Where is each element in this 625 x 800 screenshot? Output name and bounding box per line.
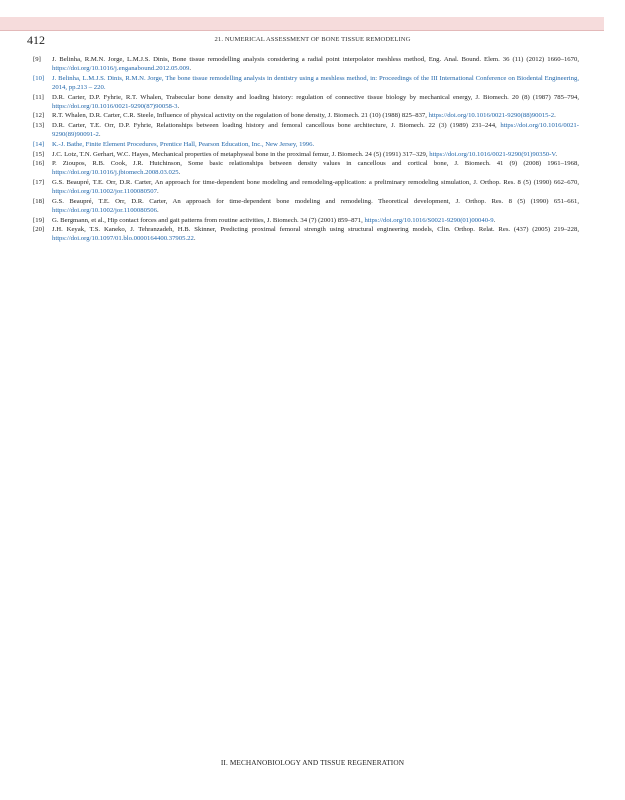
- reference-text: J. Belinha, R.M.N. Jorge, L.M.J.S. Dinis, Bone tissue remodelling analysis considering a radial point interpolator meshless method, Eng. Anal. Bound. Elem. 36 (11) (2012) 1660–1670,: [52, 56, 579, 63]
- reference-item: [17] G.S. Beaupré, T.E. Orr, D.R. Carter, An approach for time-dependent bone modeling and remodeling-application: a preliminary remodeling simulation, J. Orthop. Res. 8 (5) (1990) 662–670, https://doi.org/10.1002/jor.1100080507.: [33, 178, 579, 196]
- reference-number: [16]: [33, 160, 45, 168]
- reference-item: [18] G.S. Beaupré, T.E. Orr, D.R. Carter, An approach for time-dependent bone modeling and remodeling. Theoretical development, J. Orthop. Res. 8 (5) (1990) 651–661, https://doi.org/10.1002/jor.1100080506.: [33, 197, 579, 214]
- reference-item: [19] G. Bergmann, et al., Hip contact forces and gait patterns from routine activities, J. Biomech. 34 (7) (2001) 859–871, https://doi.org/10.1016/S0021-9290(01)00040-9.: [33, 216, 496, 224]
- reference-text: G.S. Beaupré, T.E. Orr, D.R. Carter, An approach for time-dependent bone modeling and remodeling-application: a preliminary remodeling simulation, J. Orthop. Res. 8 (5) (1990) 662–670,: [52, 178, 579, 186]
- reference-text: R.T. Whalen, D.R. Carter, C.R. Steele, Influence of physical activity on the regulation of bone density, J. Biomech. 21 (10) (1988) 825–837,: [52, 112, 429, 120]
- reference-text: G. Bergmann, et al., Hip contact forces and gait patterns from routine activities, J. Biomech. 34 (7) (2001) 859–871,: [52, 216, 365, 224]
- reference-item: [20] J.H. Keyak, T.S. Kaneko, J. Tehranzadeh, H.B. Skinner, Predicting proximal femoral strength using structural engineering models, Clin. Orthop. Relat. Res. (437) (2005) 219–228, https://doi.org/10.1097/01.blo.0000164400.37905.22.: [33, 226, 579, 243]
- reference-item: [12] R.T. Whalen, D.R. Carter, C.R. Steele, Influence of physical activity on the regulation of bone density, J. Biomech. 21 (10) (1988) 825–837, https://doi.org/10.1016/0021-9290(88)90015-2.: [33, 112, 556, 120]
- doi-link[interactable]: https://doi.org/10.1016/S0021-9290(01)00040-9: [364, 216, 494, 224]
- reference-number: [15]: [33, 150, 45, 158]
- reference-item: [11] D.R. Carter, D.P. Fyhrie, R.T. Whalen, Trabecular bone density and loading history: regulation of connective tissue biology by mechanical energy, J. Biomech. 20 (8) (1987) 785–794, https://doi.org/10.1016/0021-9290(87)90058-3.: [33, 93, 579, 110]
- reference-number: [20]: [33, 226, 45, 234]
- reference-number: [19]: [33, 216, 45, 224]
- reference-item: [9] J. Belinha, R.M.N. Jorge, L.M.J.S. Dinis, Bone tissue remodelling analysis considering a radial point interpolator meshless method, Eng. Anal. Bound. Elem. 36 (11) (2012) 1660–1670, https://doi.org/10.1016/j.enganabound.2012.05.009.: [33, 56, 579, 73]
- reference-number: [10]: [33, 74, 45, 82]
- reference-text[interactable]: K.-J. Bathe, Finite Element Procedures, Prentice Hall, Pearson Education, Inc., New Jersey, 1996.: [52, 140, 315, 148]
- reference-number: [9]: [33, 56, 41, 63]
- reference-text: J.H. Keyak, T.S. Kaneko, J. Tehranzadeh, H.B. Skinner, Predicting proximal femoral strength using structural engineering models, Clin. Orthop. Relat. Res. (437) (2005) 219–228,: [52, 226, 579, 234]
- doi-link[interactable]: https://doi.org/10.1016/j.enganabound.2012.05.009: [52, 65, 190, 73]
- doi-link[interactable]: https://doi.org/10.1002/jor.1100080506: [52, 206, 157, 214]
- page-number: 412: [27, 33, 45, 47]
- reference-list: [33, 55, 579, 244]
- reference-text[interactable]: J. Belinha, L.M.J.S. Dinis, R.M.N. Jorge, The bone tissue remodelling analysis in dentistry using a meshless method, in: Proceedings of the III International Conference on Biodental Engineering, 2014, pp.213 – 220.: [52, 74, 579, 91]
- reference-number: [11]: [33, 93, 44, 101]
- doi-link[interactable]: https://doi.org/10.1016/0021-9290(89)90091-2: [52, 122, 579, 139]
- doi-link[interactable]: https://doi.org/10.1097/01.blo.0000164400.37905.22: [52, 235, 194, 243]
- reference-item[interactable]: [33, 140, 579, 149]
- reference-item[interactable]: [33, 74, 579, 92]
- doi-link[interactable]: https://doi.org/10.1016/0021-9290(91)90350-V: [429, 150, 556, 158]
- reference-text: D.R. Carter, T.E. Orr, D.P. Fyhrie, Relationships between loading history and femoral cancellous bone architecture, J. Biomech. 22 (3) (1989) 231–244,: [52, 122, 501, 130]
- reference-number: [18]: [33, 197, 45, 205]
- doi-link[interactable]: https://doi.org/10.1016/0021-9290(88)90015-2: [428, 112, 555, 120]
- reference-number: [13]: [33, 122, 45, 130]
- reference-number: [14]: [33, 140, 45, 148]
- reference-text: P. Zioupos, R.B. Cook, J.R. Hutchinson, Some basic relationships between density values in cancellous and cortical bone, J. Biomech. 41 (9) (2008) 1961–1968,: [52, 160, 579, 168]
- reference-number: [17]: [33, 178, 45, 186]
- part-footer: II. MECHANOBIOLOGY AND TISSUE REGENERATION: [220, 758, 405, 767]
- doi-link[interactable]: https://doi.org/10.1016/j.jbiomech.2008.03.025: [52, 169, 179, 177]
- reference-text: G.S. Beaupré, T.E. Orr, D.R. Carter, An approach for time-dependent bone modeling and remodeling. Theoretical development, J. Orthop. Res. 8 (5) (1990) 651–661,: [52, 197, 579, 205]
- doi-link[interactable]: https://doi.org/10.1016/0021-9290(87)90058-3: [52, 102, 178, 110]
- reference-item: [13] D.R. Carter, T.E. Orr, D.P. Fyhrie, Relationships between loading history and femoral cancellous bone architecture, J. Biomech. 22 (3) (1989) 231–244, https://doi.org/10.1016/0021-9290(89)90091-2.: [33, 122, 579, 139]
- header-band: [0, 17, 604, 31]
- reference-text: D.R. Carter, D.P. Fyhrie, R.T. Whalen, Trabecular bone density and loading history: regulation of connective tissue biology by mechanical energy, J. Biomech. 20 (8) (1987) 785–794,: [52, 93, 579, 101]
- reference-number: [12]: [33, 112, 45, 120]
- reference-text: J.C. Lotz, T.N. Gerhart, W.C. Hayes, Mechanical properties of metaphyseal bone in the proximal femur, J. Biomech. 24 (5) (1991) 317–329,: [52, 150, 430, 158]
- reference-item: [15] J.C. Lotz, T.N. Gerhart, W.C. Hayes, Mechanical properties of metaphyseal bone in the proximal femur, J. Biomech. 24 (5) (1991) 317–329, https://doi.org/10.1016/0021-9290(91)90350-V.: [33, 150, 557, 158]
- running-head: 21. NUMERICAL ASSESSMENT OF BONE TISSUE REMODELING: [214, 36, 411, 43]
- reference-item: [16] P. Zioupos, R.B. Cook, J.R. Hutchinson, Some basic relationships between density values in cancellous and cortical bone, J. Biomech. 41 (9) (2008) 1961–1968, https://doi.org/10.1016/j.jbiomech.2008.03.025.: [33, 160, 579, 177]
- doi-link[interactable]: https://doi.org/10.1002/jor.1100080507: [52, 188, 157, 196]
